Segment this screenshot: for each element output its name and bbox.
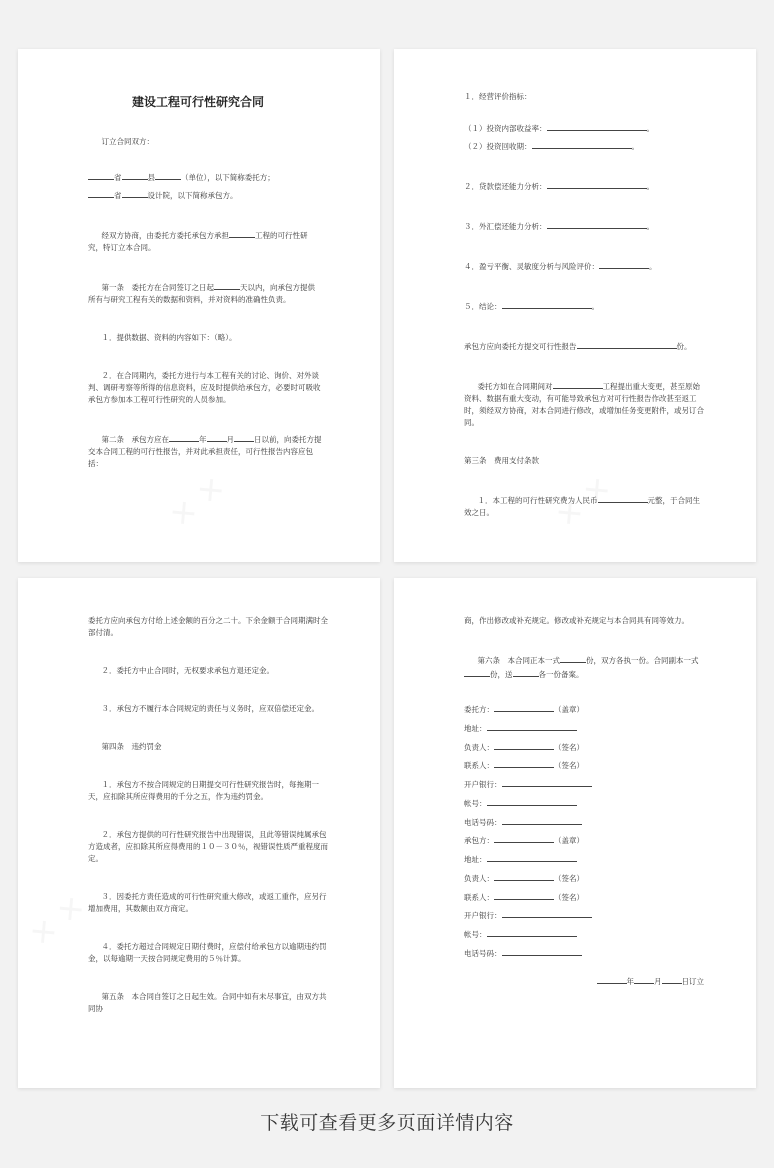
eval-indicators: １．经营评价指标： xyxy=(464,92,532,101)
blank-line xyxy=(494,871,554,881)
sig-contractor-address: 地址： xyxy=(464,851,704,870)
sig-contractor-bank: 开户银行： xyxy=(464,907,704,926)
blank-line xyxy=(122,188,148,198)
sig-client-phone: 电话号码： xyxy=(464,814,704,833)
blank-line xyxy=(494,833,554,843)
sig-client: 委托方： （盖章） xyxy=(464,701,704,720)
blank-line xyxy=(502,777,592,787)
blank-line xyxy=(502,299,592,309)
contract-page-1 xyxy=(18,49,380,562)
blank-line xyxy=(487,927,577,937)
change-clause: 委托方如在合同期间对 工程提出重大变更，甚至原始资料、数据有重大变动，有可能导致承包方对可行性报告作改甚至返工时，须经双方协商，对本合同进行修改，或增加任务变更附件，或另订合同。 xyxy=(464,379,704,429)
payment-continued: 委托方应向承包方付给上述金额的百分之二十。下余金额于合同期满时全部付清。 xyxy=(88,616,328,637)
blank-line xyxy=(502,946,582,956)
blank-line xyxy=(598,493,648,503)
fine-1: １．承包方不按合同规定的日期提交可行性研究报告时，每拖期一天，应扣除其所应得费用的千分之五，作为违约罚金。 xyxy=(88,780,319,801)
blank-line xyxy=(487,796,577,806)
blank-line xyxy=(577,339,677,349)
blank-line xyxy=(487,721,577,731)
blank-line xyxy=(169,432,199,442)
parties-intro: 订立合同双方： xyxy=(101,137,154,147)
watermark xyxy=(160,465,237,541)
blank-line xyxy=(597,974,627,984)
blank-line xyxy=(513,667,539,677)
article-3: 第三条 费用支付条款 xyxy=(464,456,539,465)
eval-loan: ２．贷款偿还能力分析： 。 xyxy=(464,179,704,193)
article-6: 第六条 本合同正本一式 份，双方各执一份。合同副本一式份，送 各一份备案。 xyxy=(464,653,704,681)
payment-1: １．本工程的可行性研究费为人民币 元整，于合同生效之日。 xyxy=(464,493,704,519)
fine-2: ２．承包方提供的可行性研究报告中出现错误，且此等错误纯属承包方造成者，应扣除其所应得费用的１０－３０％，视错误性质严重程度而定。 xyxy=(88,830,328,863)
blank-line xyxy=(88,188,114,198)
blank-line xyxy=(464,667,490,677)
contractor-line: 省 设计院，以下简称承包方。 xyxy=(88,188,322,202)
signature-block xyxy=(464,701,704,964)
signing-date: 年 月 日订立 xyxy=(464,974,704,988)
blank-line xyxy=(532,139,632,149)
item-2: ２．在合同期内，委托方进行与本工程有关的讨论、询价、对外谈判、调研考察等所得的信息资料，应及时提供给承包方，必要时可吸收承包方参加本工程可行性研究的人员参加。 xyxy=(88,371,321,405)
blank-line xyxy=(599,259,649,269)
blank-line xyxy=(122,170,148,180)
fine-4: ４．委托方超过合同规定日期付费时，应偿付给承包方以逾期违约罚金，以每逾期一天按合同规定费用的５％计算。 xyxy=(88,942,327,963)
sig-client-principal: 负责人： （签名） xyxy=(464,739,704,758)
sig-contractor-account: 帐号： xyxy=(464,926,704,945)
blank-line xyxy=(560,653,586,663)
article-2: 第二条 承包方应在 年 月 日以前，向委托方提交本合同工程的可行性报告，并对此承担责任，可行性报告内容应包括： xyxy=(88,432,322,470)
blank-line xyxy=(229,228,255,238)
blank-line xyxy=(547,179,647,189)
fine-3: ３．因委托方责任造成的可行性研究重大修改，或返工重作，应另行增加费用，其数额由双方商定。 xyxy=(88,892,327,913)
eval-forex: ３．外汇偿还能力分析： 。 xyxy=(464,219,704,233)
eval-payback: （２）投资回收期： 。 xyxy=(464,139,704,153)
blank-line xyxy=(502,815,582,825)
agreement-paragraph: 经双方协商，由委托方委托承包方承担 工程的可行性研究，特订立本合同。 xyxy=(88,228,322,254)
article-5-continued: 商，作出修改或补充规定。修改或补充规定与本合同具有同等效力。 xyxy=(464,616,689,625)
more-pages-caption: 下载可查看更多页面详情内容 xyxy=(260,1112,514,1134)
eval-conclusion: ５．结论： 。 xyxy=(464,299,704,313)
eval-risk: ４．盈亏平衡、灵敏度分析与风险评价： 。 xyxy=(464,259,704,273)
report-copies: 承包方应向委托方提交可行性报告 份。 xyxy=(464,339,704,353)
sig-client-account: 帐号： xyxy=(464,795,704,814)
article-4: 第四条 违约罚金 xyxy=(101,742,162,751)
blank-line xyxy=(487,852,577,862)
watermark xyxy=(20,884,97,960)
clause-2: ２．委托方中止合同时，无权要求承包方退还定金。 xyxy=(101,666,274,675)
blank-line xyxy=(155,170,181,180)
blank-line xyxy=(494,758,554,768)
sig-client-contact: 联系人： （签名） xyxy=(464,757,704,776)
blank-line xyxy=(547,121,647,131)
contract-page-4 xyxy=(394,578,756,1088)
blank-line xyxy=(502,908,592,918)
clause-3: ３．承包方不履行本合同规定的责任与义务时，应双倍偿还定金。 xyxy=(101,704,319,713)
eval-irr: （１）投资内部收益率： 。 xyxy=(464,121,704,135)
blank-line xyxy=(88,170,114,180)
client-line: 省 县 （单位），以下简称委托方； xyxy=(88,170,322,184)
blank-line xyxy=(234,432,254,442)
sig-client-bank: 开户银行： xyxy=(464,776,704,795)
article-1: 第一条 委托方在合同签订之日起 天以内，向承包方提供所有与研究工程有关的数据和资料，并对资料的准确性负责。 xyxy=(88,280,322,306)
sig-client-address: 地址： xyxy=(464,720,704,739)
article-5: 第五条 本合同自签订之日起生效。合同中如有未尽事宜，由双方共同协 xyxy=(88,992,327,1013)
contract-page-3 xyxy=(18,578,380,1088)
blank-line xyxy=(634,974,654,984)
blank-line xyxy=(547,219,647,229)
contract-title: 建设工程可行性研究合同 xyxy=(131,95,264,109)
blank-line xyxy=(553,379,603,389)
blank-line xyxy=(662,974,682,984)
blank-line xyxy=(494,890,554,900)
blank-line xyxy=(494,702,554,712)
blank-line xyxy=(214,280,240,290)
sig-contractor-phone: 电话号码： xyxy=(464,945,704,964)
sig-contractor: 承包方： （盖章） xyxy=(464,832,704,851)
contract-page-2 xyxy=(394,49,756,562)
blank-line xyxy=(494,740,554,750)
item-1: １．提供数据、资料的内容如下：（略）。 xyxy=(101,333,237,343)
sig-contractor-principal: 负责人： （签名） xyxy=(464,870,704,889)
blank-line xyxy=(207,432,227,442)
sig-contractor-contact: 联系人： （签名） xyxy=(464,889,704,908)
